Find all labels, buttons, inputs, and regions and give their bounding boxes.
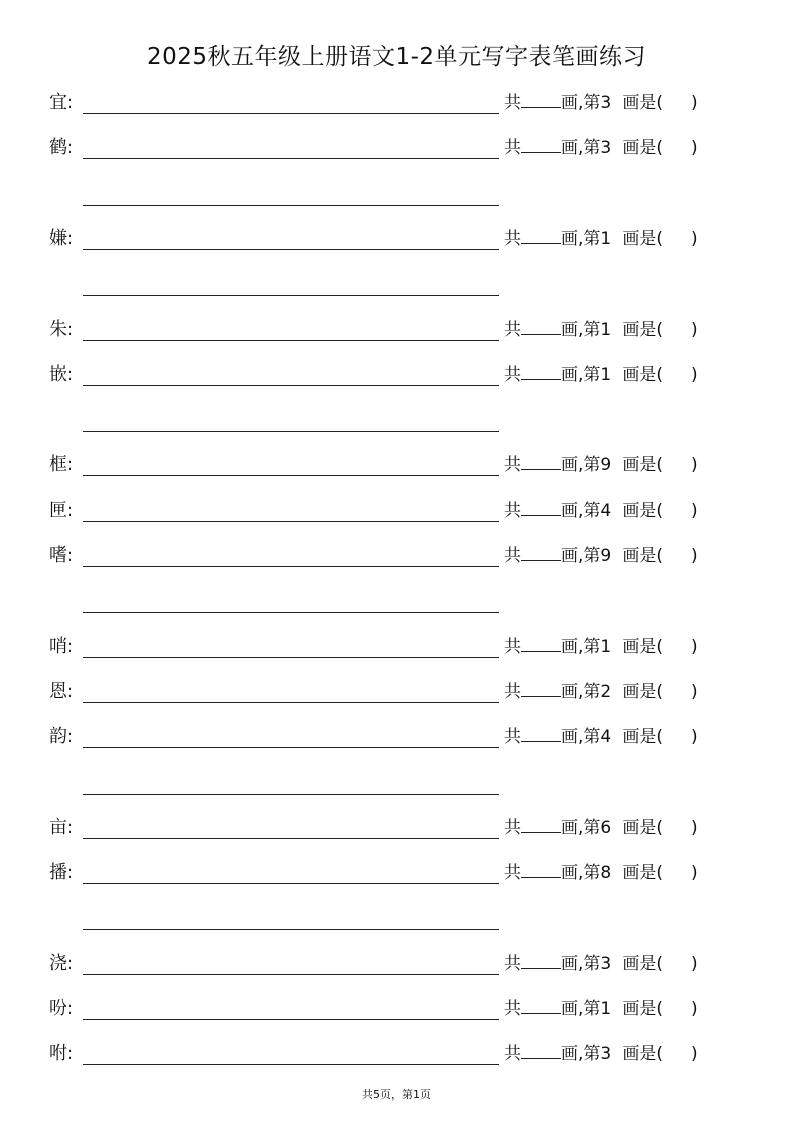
stroke-count-blank[interactable] [521,138,561,153]
stroke-index: 8 [600,863,612,884]
close-paren: ) [691,500,698,521]
total-label: 共 [504,93,521,113]
practice-row [0,220,793,254]
total-label: 共 [504,636,521,657]
answer-line[interactable] [83,974,499,975]
close-paren: ) [691,228,698,249]
continuation-line[interactable] [83,431,499,432]
stroke-is-label: 画是( [622,953,664,974]
stroke-index: 1 [600,999,612,1019]
total-label: 共 [504,1044,521,1065]
character-label: 朱: [49,318,74,340]
practice-row [0,628,793,662]
character-label: 吩: [49,998,74,1019]
stroke-is-label: 画是( [622,138,664,159]
continuation-line[interactable] [83,205,499,206]
stroke-is-label: 画是( [622,546,664,566]
stroke-index: 2 [600,681,612,702]
strokes-unit-label: 画,第 [561,455,601,476]
stroke-index: 3 [600,138,612,159]
answer-line[interactable] [83,158,499,159]
stroke-is-label: 画是( [622,1044,664,1065]
stroke-question [504,545,698,567]
close-paren: ) [691,455,698,476]
strokes-unit-label: 画,第 [561,863,601,884]
stroke-question [504,228,698,250]
practice-row [0,718,793,752]
close-paren: ) [691,93,698,113]
stroke-count-blank[interactable] [521,637,561,652]
practice-row [0,945,793,979]
answer-line[interactable] [83,657,499,658]
stroke-question [504,1043,698,1065]
strokes-unit-label: 画,第 [561,817,601,838]
total-label: 共 [504,138,521,159]
practice-row [0,356,793,390]
stroke-index: 9 [600,455,612,476]
stroke-question [504,817,698,839]
total-label: 共 [504,546,521,566]
total-label: 共 [504,500,521,521]
stroke-index: 3 [600,93,612,113]
character-label: 亩: [49,816,74,838]
answer-line[interactable] [83,838,499,839]
total-label: 共 [504,364,521,385]
stroke-is-label: 画是( [622,999,664,1019]
stroke-count-blank[interactable] [521,999,561,1014]
continuation-line[interactable] [83,794,499,795]
practice-row [0,1035,793,1069]
answer-line[interactable] [83,340,499,341]
stroke-question [504,726,698,748]
character-label: 鹤: [49,137,74,159]
practice-row [0,492,793,526]
stroke-index: 6 [600,817,612,838]
practice-row [0,129,793,163]
stroke-is-label: 画是( [622,319,664,340]
continuation-line[interactable] [83,295,499,296]
total-label: 共 [504,863,521,884]
continuation-line[interactable] [83,612,499,613]
stroke-question [504,862,698,884]
close-paren: ) [691,999,698,1019]
stroke-index: 3 [600,953,612,974]
strokes-unit-label: 画,第 [561,1044,601,1065]
strokes-unit-label: 画,第 [561,727,601,748]
close-paren: ) [691,953,698,974]
stroke-count-blank[interactable] [521,501,561,516]
stroke-index: 1 [600,228,612,249]
practice-row [0,311,793,345]
practice-row [0,537,793,571]
character-label: 哨: [49,635,74,657]
answer-line[interactable] [83,883,499,884]
stroke-count-blank[interactable] [521,682,561,697]
stroke-index: 1 [600,364,612,385]
practice-row [0,809,793,843]
strokes-unit-label: 画,第 [561,500,601,521]
stroke-question [504,500,698,522]
stroke-count-blank[interactable] [521,320,561,335]
total-label: 共 [504,727,521,748]
stroke-count-blank[interactable] [521,455,561,470]
stroke-count-blank[interactable] [521,365,561,380]
stroke-is-label: 画是( [622,364,664,385]
stroke-count-blank[interactable] [521,93,561,108]
character-label: 嫌: [49,227,74,249]
answer-line[interactable] [83,385,499,386]
stroke-is-label: 画是( [622,727,664,748]
close-paren: ) [691,1044,698,1065]
stroke-question [504,953,698,975]
strokes-unit-label: 画,第 [561,681,601,702]
stroke-question [504,92,698,114]
stroke-question [504,636,698,658]
answer-line[interactable] [83,521,499,522]
total-label: 共 [504,817,521,838]
strokes-unit-label: 画,第 [561,953,601,974]
practice-row [0,446,793,480]
close-paren: ) [691,681,698,702]
stroke-count-blank[interactable] [521,1044,561,1059]
practice-row [0,990,793,1024]
stroke-question [504,998,698,1020]
answer-line[interactable] [83,1019,499,1020]
stroke-is-label: 画是( [622,636,664,657]
stroke-is-label: 画是( [622,455,664,476]
total-label: 共 [504,455,521,476]
stroke-is-label: 画是( [622,863,664,884]
page-footer: 共5页，第1页 [362,1088,431,1101]
character-label: 嗜: [49,545,74,566]
character-label: 匣: [49,499,74,521]
answer-line[interactable] [83,1064,499,1065]
answer-line[interactable] [83,747,499,748]
total-label: 共 [504,228,521,249]
stroke-count-blank[interactable] [521,229,561,244]
stroke-is-label: 画是( [622,817,664,838]
stroke-question [504,364,698,386]
close-paren: ) [691,319,698,340]
answer-line[interactable] [83,113,499,114]
answer-line[interactable] [83,475,499,476]
total-label: 共 [504,681,521,702]
character-label: 宜: [49,92,74,113]
close-paren: ) [691,817,698,838]
answer-line[interactable] [83,566,499,567]
stroke-is-label: 画是( [622,228,664,249]
character-label: 浇: [49,952,74,974]
strokes-unit-label: 画,第 [561,999,601,1019]
page-title: 2025秋五年级上册语文1-2单元写字表笔画练习 [146,44,647,70]
character-label: 咐: [49,1043,74,1065]
answer-line[interactable] [83,702,499,703]
close-paren: ) [691,727,698,748]
stroke-count-blank[interactable] [521,863,561,878]
stroke-index: 4 [600,500,612,521]
total-label: 共 [504,319,521,340]
stroke-count-blank[interactable] [521,546,561,561]
practice-row [0,84,793,118]
total-label: 共 [504,999,521,1019]
close-paren: ) [691,863,698,884]
stroke-question [504,137,698,159]
close-paren: ) [691,138,698,159]
stroke-index: 3 [600,1044,612,1065]
stroke-is-label: 画是( [622,500,664,521]
character-label: 恩: [49,680,74,702]
character-label: 韵: [49,726,74,748]
practice-row [0,673,793,707]
strokes-unit-label: 画,第 [561,364,601,385]
strokes-unit-label: 画,第 [561,228,601,249]
character-label: 框: [49,454,74,476]
stroke-question [504,681,698,703]
strokes-unit-label: 画,第 [561,546,601,566]
stroke-is-label: 画是( [622,93,664,113]
answer-line[interactable] [83,249,499,250]
close-paren: ) [691,364,698,385]
stroke-is-label: 画是( [622,681,664,702]
strokes-unit-label: 画,第 [561,636,601,657]
stroke-index: 9 [600,546,612,566]
continuation-line[interactable] [83,929,499,930]
strokes-unit-label: 画,第 [561,138,601,159]
character-label: 嵌: [49,363,74,385]
strokes-unit-label: 画,第 [561,319,601,340]
stroke-index: 1 [600,319,612,340]
strokes-unit-label: 画,第 [561,93,601,113]
stroke-count-blank[interactable] [521,818,561,833]
stroke-index: 1 [600,636,612,657]
close-paren: ) [691,546,698,566]
stroke-index: 4 [600,727,612,748]
stroke-question [504,319,698,341]
character-label: 播: [49,862,74,884]
stroke-question [504,454,698,476]
practice-row [0,854,793,888]
total-label: 共 [504,953,521,974]
close-paren: ) [691,636,698,657]
stroke-count-blank[interactable] [521,727,561,742]
stroke-count-blank[interactable] [521,954,561,969]
